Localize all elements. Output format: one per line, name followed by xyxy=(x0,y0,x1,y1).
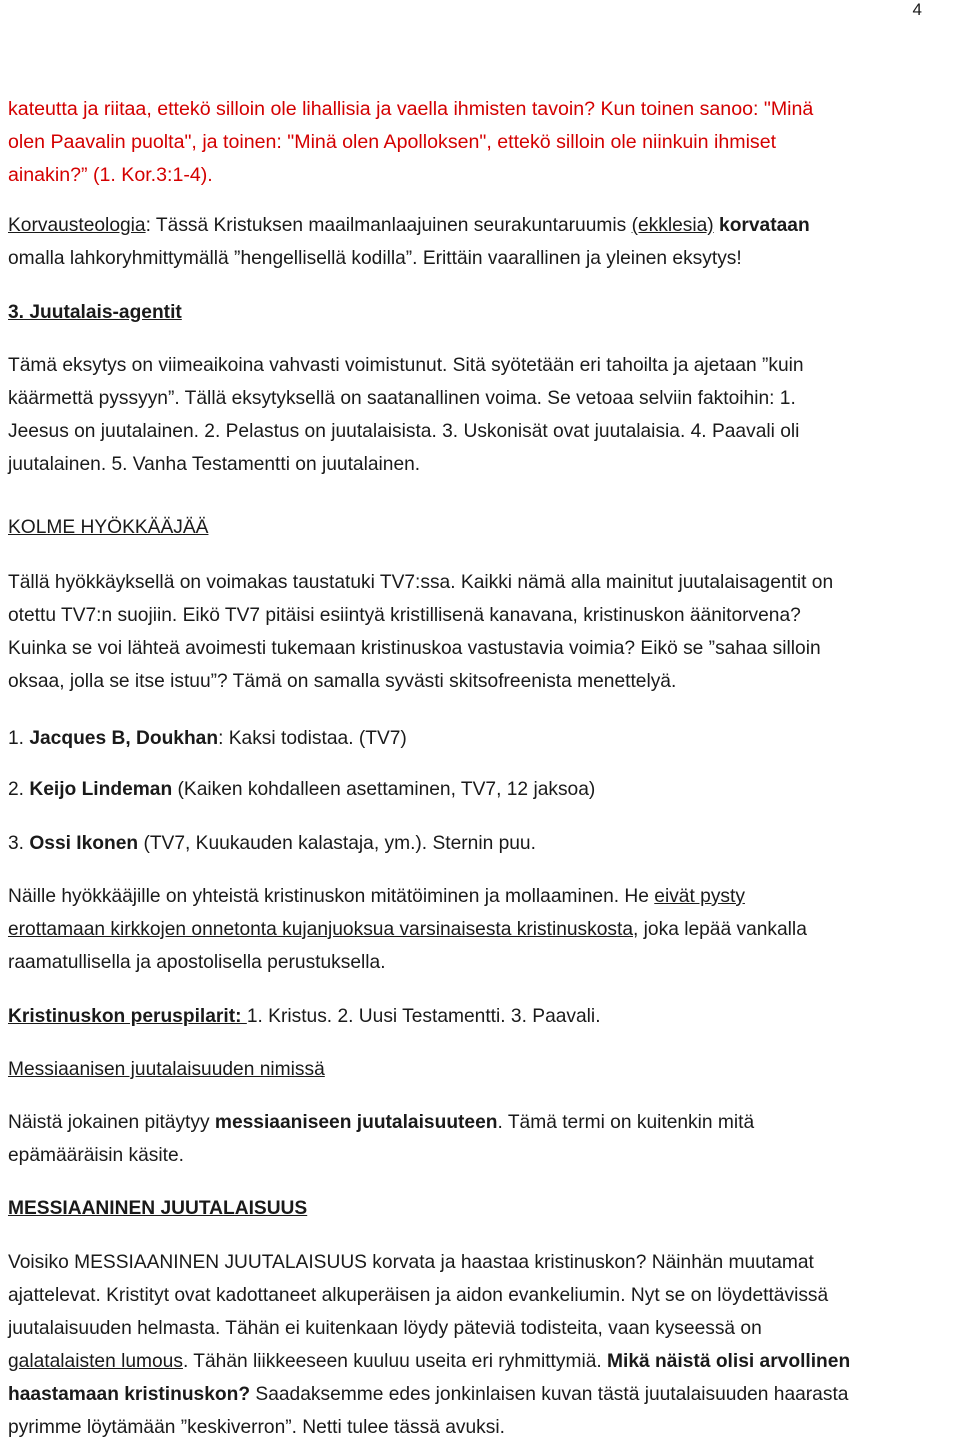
kolme-heading: KOLME HYÖKKÄÄJÄÄ xyxy=(8,517,209,538)
text-run: . Tähän liikkeeseen kuuluu useita eri ryhmittymiä. xyxy=(182,1351,608,1372)
bold-text: Mikä näistä olisi arvollinen xyxy=(607,1351,851,1372)
bold-text: haastamaan kristinuskon? xyxy=(8,1384,251,1405)
attacker-line xyxy=(8,722,958,755)
pillars-list: 1. Kristus. 2. Uusi Testamentti. 3. Paavali. xyxy=(246,1006,601,1027)
attacker-name: Keijo Lindeman xyxy=(29,779,173,800)
quote-line: olen Paavalin puolta", ja toinen: "Minä olen Apolloksen", ettekö silloin ole niinkuin ihmiset xyxy=(8,131,777,153)
pillars-line-wrap xyxy=(8,1000,958,1033)
section-3-paragraph xyxy=(8,349,958,481)
paragraph-line: oksaa, jolla se itse istuu”? Tämä on samalla syvästi skitsofreenista menettelyä. xyxy=(8,671,677,692)
attacker-line xyxy=(8,827,958,860)
attacker-item-2 xyxy=(8,773,958,806)
paragraph-line: juutalainen. 5. Vanha Testamentti on juutalainen. xyxy=(8,454,421,475)
paragraph-line: käärmettä pyssyyn”. Tällä eksytyksellä on saatanallinen voima. Se vetoaa selviin faktoihin: 1. xyxy=(8,388,796,409)
paragraph-line: Jeesus on juutalainen. 2. Pelastus on juutalaisista. 3. Uskonisät ovat juutalaisia. 4. Paavali oli xyxy=(8,421,800,442)
page-number: 4 xyxy=(912,0,922,19)
section-3-heading-wrap xyxy=(8,296,958,329)
paragraph-line xyxy=(8,880,958,913)
paragraph-line xyxy=(8,1345,958,1378)
mj-heading: MESSIAANINEN JUUTALAISUUS xyxy=(8,1198,308,1219)
attacker-number: 1. xyxy=(8,728,30,749)
common-paragraph xyxy=(8,880,958,979)
attacker-name: Jacques B, Doukhan xyxy=(29,728,219,749)
korvausteologia-line-1 xyxy=(8,209,958,242)
paragraph-line: otettu TV7:n suojiin. Eikö TV7 pitäisi esiintyä kristillisenä kanavana, kristinuskon äänitorvena? xyxy=(8,605,801,626)
quote-line: ainakin?” (1. Kor.3:1-4). xyxy=(8,164,213,186)
pillars-line xyxy=(8,1000,958,1033)
paragraph-line xyxy=(8,1106,958,1139)
mj-heading-wrap xyxy=(8,1192,958,1225)
text-run: Näille hyökkääjille on yhteistä kristinuskon mitätöiminen ja mollaaminen. He xyxy=(8,886,655,907)
each-paragraph xyxy=(8,1106,958,1172)
attacker-number: 2. xyxy=(8,779,30,800)
paragraph-line: epämääräisin käsite. xyxy=(8,1145,184,1166)
messianic-title-wrap xyxy=(8,1053,958,1086)
bold-term: korvataan xyxy=(719,215,810,236)
attacker-detail: (Kaiken kohdalleen asettaminen, TV7, 12 jaksoa) xyxy=(172,779,596,800)
paragraph-line: Voisiko MESSIAANINEN JUUTALAISUUS korvata ja haastaa kristinuskon? Näinhän muutamat xyxy=(8,1252,814,1273)
mj-paragraph xyxy=(8,1246,958,1444)
messianic-title: Messiaanisen juutalaisuuden nimissä xyxy=(8,1059,325,1080)
attacker-name: Ossi Ikonen xyxy=(29,833,139,854)
attacker-item-3 xyxy=(8,827,958,860)
text-run: Saadaksemme edes jonkinlaisen kuvan tästä juutalaisuuden haarasta xyxy=(250,1384,849,1405)
text-run: , joka lepää vankalla xyxy=(633,919,807,940)
underlined-text: galatalaisten lumous xyxy=(8,1351,183,1372)
paragraph-line xyxy=(8,913,958,946)
ekklesia-term: (ekklesia) xyxy=(631,215,714,236)
underlined-text: erottamaan kirkkojen onnetonta kujanjuoksua varsinaisesta kristinuskosta xyxy=(8,919,633,940)
attacker-detail: : Kaksi todistaa. (TV7) xyxy=(218,728,407,749)
text-run: Näistä jokainen pitäytyy xyxy=(8,1112,215,1133)
attacker-number: 3. xyxy=(8,833,30,854)
kolme-heading-wrap xyxy=(8,511,958,544)
attacker-line xyxy=(8,773,958,806)
paragraph-line: ajattelevat. Kristityt ovat kadottaneet alkuperäisen ja aidon evankeliumin. Nyt se on löydettävissä xyxy=(8,1285,829,1306)
attacker-detail: (TV7, Kuukauden kalastaja, ym.). Sternin puu. xyxy=(138,833,536,854)
korvausteologia-paragraph xyxy=(8,209,958,275)
section-3-heading: 3. Juutalais-agentit xyxy=(8,302,182,323)
kolme-paragraph xyxy=(8,566,958,698)
paragraph-line: raamatullisella ja apostolisella perustuksella. xyxy=(8,952,386,973)
attacker-item-1 xyxy=(8,722,958,755)
bold-term: messiaaniseen juutalaisuuteen xyxy=(214,1112,498,1133)
paragraph-line: juutalaisuuden helmasta. Tähän ei kuitenkaan löydy päteviä todisteita, vaan kyseessä on xyxy=(8,1318,762,1339)
paragraph-line: Kuinka se voi lähteä avoimesti tukemaan kristinuskoa vastustavia voimia? Eikö se ”sahaa silloin xyxy=(8,638,821,659)
korvausteologia-line-2: omalla lahkoryhmittymällä ”hengellisellä kodilla”. Erittäin vaarallinen ja yleinen eksytys! xyxy=(8,248,742,269)
paragraph-line: pyrimme löytämään ”keskiverron”. Netti tulee tässä avuksi. xyxy=(8,1417,505,1438)
korvausteologia-term: Korvausteologia xyxy=(8,215,146,236)
text-run: : Tässä Kristuksen maailmanlaajuinen seurakuntaruumis xyxy=(145,215,632,236)
pillars-label: Kristinuskon peruspilarit: xyxy=(8,1006,247,1027)
paragraph-line: Tämä eksytys on viimeaikoina vahvasti voimistunut. Sitä syötetään eri tahoilta ja ajetaan ”kuin xyxy=(8,355,804,376)
bible-quote xyxy=(8,93,958,192)
paragraph-line: Tällä hyökkäyksellä on voimakas taustatuki TV7:ssa. Kaikki nämä alla mainitut juutalaisagentit on xyxy=(8,572,834,593)
quote-line: kateutta ja riitaa, ettekö silloin ole lihallisia ja vaella ihmisten tavoin? Kun toinen sanoo: "Minä xyxy=(8,98,814,120)
text-run: . Tämä termi on kuitenkin mitä xyxy=(497,1112,755,1133)
paragraph-line xyxy=(8,1378,958,1411)
underlined-text: eivät pysty xyxy=(654,886,745,907)
